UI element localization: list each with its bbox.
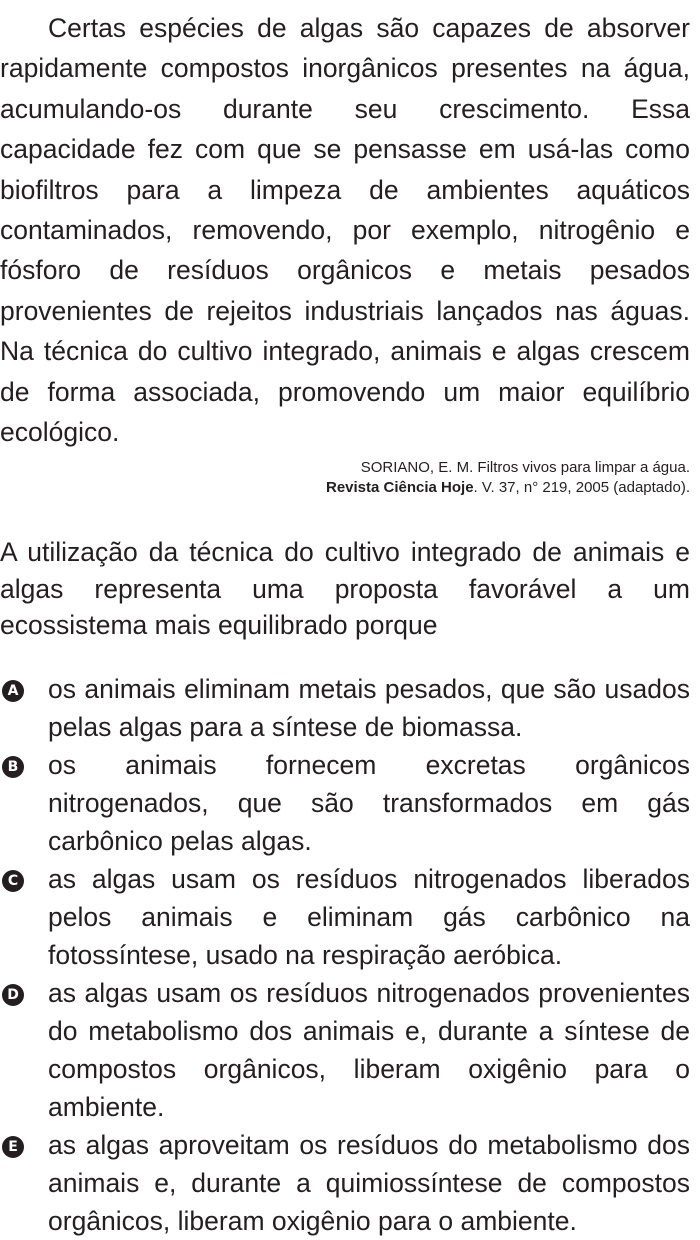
option-e-letter-badge: E (2, 1136, 24, 1158)
option-d-letter-badge: D (2, 984, 24, 1006)
option-a[interactable] (0, 670, 690, 746)
option-a-letter-badge: A (2, 680, 24, 702)
option-d[interactable] (0, 974, 690, 1126)
citation-details: . V. 37, n° 219, 2005 (adaptado). (473, 479, 690, 497)
citation-publication (0, 478, 690, 498)
option-e[interactable] (0, 1126, 690, 1240)
option-b-text: os animais fornecem excretas orgânicos nitrogenados, que são transformados em gás carbônico pelas algas. (48, 750, 690, 857)
citation-journal: Revista Ciência Hoje (325, 479, 474, 497)
option-b[interactable] (0, 746, 690, 860)
option-c-letter-badge: C (2, 870, 24, 892)
citation-author-title: SORIANO, E. M. Filtros vivos para limpar a água. (360, 459, 690, 477)
source-citation (0, 458, 690, 498)
question-stem: A utilização da técnica do cultivo integrado de animais e algas representa uma proposta favorável a um ecossistema mais equilibrado porque (0, 537, 690, 641)
reading-passage: Certas espécies de algas são capazes de absorver rapidamente compostos inorgânicos presentes na água, acumulando-os durante seu crescimento. Essa capacidade fez com que se pensasse em usá-las como biofiltros para a limpeza de ambientes aquáticos contaminados, removendo, por exemplo, nitrogênio e fósforo de resíduos orgânicos e metais pesados provenientes de rejeitos industriais lançados nas águas. Na técnica do cultivo integrado, animais e algas crescem de forma associada, promovendo um maior equilíbrio ecológico. (0, 13, 690, 448)
option-d-text: as algas usam os resíduos nitrogenados provenientes do metabolismo dos animais e, durante a síntese de compostos orgânicos, liberam oxigênio para o ambiente. (48, 978, 690, 1123)
option-b-letter-badge: B (2, 756, 24, 778)
option-c[interactable] (0, 860, 690, 974)
option-e-text: as algas aproveitam os resíduos do metabolismo dos animais e, durante a quimiossíntese de compostos orgânicos, liberam oxigênio para o ambiente. (48, 1130, 690, 1237)
option-c-text: as algas usam os resíduos nitrogenados liberados pelos animais e eliminam gás carbônico na fotossíntese, usado na respiração aeróbica. (48, 864, 690, 971)
option-a-text: os animais eliminam metais pesados, que são usados pelas algas para a síntese de biomassa. (48, 674, 690, 743)
answer-options (0, 670, 690, 1240)
